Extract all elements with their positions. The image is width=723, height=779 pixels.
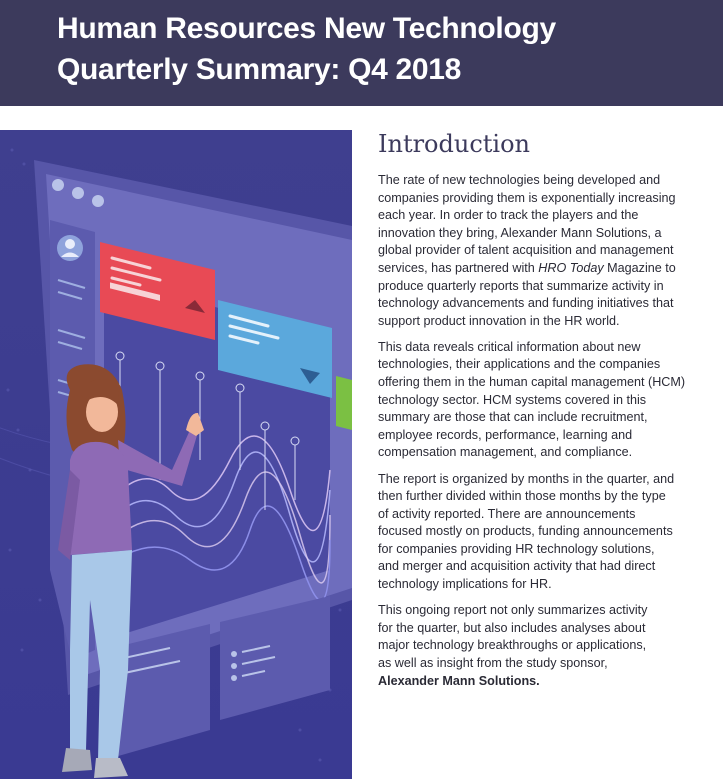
intro-paragraph-3 [378, 471, 723, 594]
text-line: This ongoing report not only summarizes activity [378, 603, 648, 618]
text-line: technology sector. HCM systems covered in this [378, 392, 647, 407]
intro-paragraph-1 [378, 172, 723, 330]
text-line: produce quarterly reports that summarize activity in [378, 278, 664, 293]
magazine-name: HRO Today [538, 260, 604, 275]
text-line: each year. In order to track the players and the [378, 208, 639, 223]
text-line: for companies providing HR technology solutions, [378, 541, 655, 556]
text-line: technology implications for HR. [378, 577, 552, 592]
window-dot-icon [52, 179, 64, 191]
page-title-line-1: Human Resources New Technology [57, 12, 556, 45]
text-line: offering them in the human capital management (HCM) [378, 375, 686, 390]
sponsor-name: Alexander Mann Solutions. [378, 673, 540, 688]
text-line [378, 260, 723, 278]
hr-technology-illustration [0, 130, 352, 779]
introduction-heading: Introduction [378, 130, 530, 158]
text-line: focused mostly on products, funding announcements [378, 524, 673, 539]
text-line: then further divided within those months by the type [378, 489, 666, 504]
text-fragment: Magazine to [603, 260, 676, 275]
text-line: technologies, their applications and the companies [378, 357, 661, 372]
text-line: global provider of talent acquisition and management [378, 243, 674, 258]
window-dot-icon [92, 195, 104, 207]
green-info-card [336, 376, 352, 430]
text-line: for the quarter, but also includes analyses about [378, 620, 646, 635]
text-line: of activity reported. There are announcements [378, 506, 636, 521]
text-line: support product innovation in the HR world. [378, 313, 620, 328]
shoe [62, 748, 92, 772]
text-line: employee records, performance, learning and [378, 427, 633, 442]
text-fragment: services, has partnered with [378, 260, 539, 275]
intro-paragraph-2 [378, 339, 723, 462]
page-title-line-2: Quarterly Summary: Q4 2018 [57, 53, 462, 86]
text-line: This data reveals critical information about new [378, 339, 641, 354]
text-line: innovation they bring, Alexander Mann Solutions, a [378, 225, 662, 240]
text-line: companies providing them is exponentially increasing [378, 190, 676, 205]
text-line: compensation management, and compliance. [378, 445, 633, 460]
introduction-body [378, 172, 723, 699]
text-line: technology advancements and funding initiatives that [378, 296, 674, 311]
text-line: The rate of new technologies being developed and [378, 173, 661, 187]
text-line: as well as insight from the study sponsor, [378, 655, 608, 670]
text-line: The report is organized by months in the quarter, and [378, 471, 675, 486]
window-dot-icon [72, 187, 84, 199]
page-header [0, 0, 723, 106]
text-line: summary are those that can include recruitment, [378, 410, 648, 425]
text-line: and merger and acquisition activity that had direct [378, 559, 656, 574]
intro-paragraph-4 [378, 602, 723, 690]
text-line: major technology breakthroughs or applications, [378, 638, 647, 653]
